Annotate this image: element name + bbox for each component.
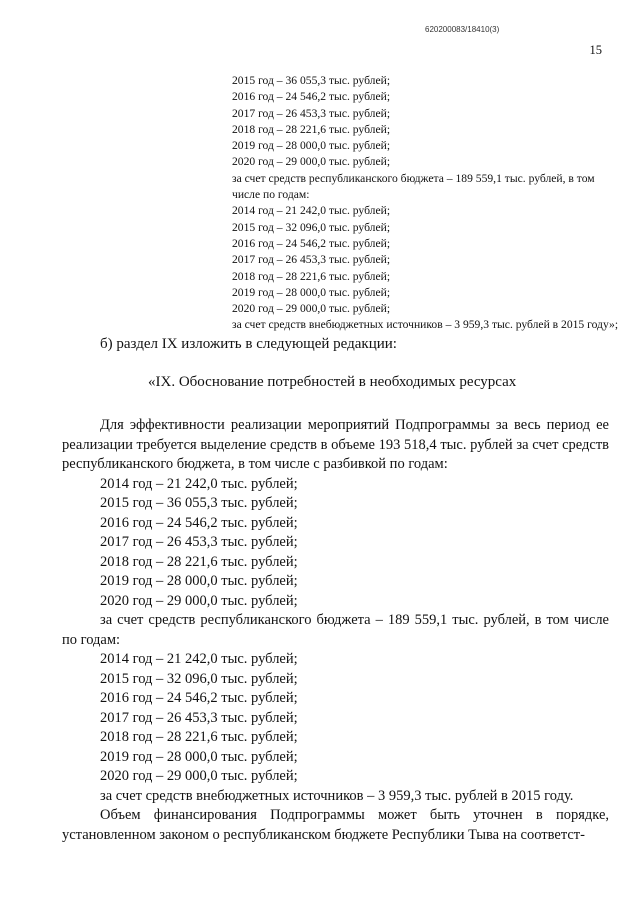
closing-paragraph: Объем финансирования Подпрограммы может быть уточнен в порядке, установленном законом о республиканском бюджете Республики Тыва на соответст-	[62, 807, 609, 843]
extrabudget-line: за счет средств внебюджетных источников – 3 959,3 тыс. рублей в 2015 году»;	[232, 318, 619, 332]
list-item: 2014 год – 21 242,0 тыс. рублей;	[100, 475, 298, 492]
list-item: 2017 год – 26 453,3 тыс. рублей;	[100, 709, 298, 726]
section-title: «IX. Обоснование потребностей в необходимых ресурсах	[148, 374, 517, 390]
intro-paragraph: Для эффективности реализации мероприятий Подпрограммы за весь период ее реализации требуется выделение средств в объеме 193 518,4 тыс. рублей за счет средств республиканского бюджета, в том числе с разбивкой по годам:	[62, 417, 609, 472]
page-number: 15	[589, 43, 602, 57]
list-item: 2018 год – 28 221,6 тыс. рублей;	[100, 729, 298, 745]
list-item: 2017 год – 26 453,3 тыс. рублей;	[100, 534, 298, 550]
list-item: 2017 год – 26 453,3 тыс. рублей;	[232, 106, 391, 120]
budget-line: за счет средств республиканского бюджета – 189 559,1 тыс. рублей, в том числе по годам:	[62, 612, 609, 648]
budget-line: за счет средств республиканского бюджета – 189 559,1 тыс. рублей, в том числе по годам:	[232, 171, 595, 202]
list-item: 2018 год – 28 221,6 тыс. рублей;	[232, 122, 391, 136]
list-item: 2020 год – 29 000,0 тыс. рублей;	[100, 592, 298, 609]
list-item: 2016 год – 24 546,2 тыс. рублей;	[100, 514, 298, 531]
list-item: 2019 год – 28 000,0 тыс. рублей;	[232, 139, 391, 153]
extrabudget-line: за счет средств внебюджетных источников – 3 959,3 тыс. рублей в 2015 году.	[100, 787, 574, 804]
list-item: 2019 год – 28 000,0 тыс. рублей;	[232, 285, 391, 299]
amendment-paragraph: б) раздел IX изложить в следующей редакции:	[100, 336, 397, 352]
list-item: 2015 год – 36 055,3 тыс. рублей;	[232, 74, 391, 87]
section-body	[62, 416, 609, 845]
list-item: 2016 год – 24 546,2 тыс. рублей;	[232, 236, 391, 250]
list-item: 2016 год – 24 546,2 тыс. рублей;	[100, 690, 298, 706]
list-item: 2018 год – 28 221,6 тыс. рублей;	[100, 553, 298, 570]
list-item: 2020 год – 29 000,0 тыс. рублей;	[232, 155, 391, 169]
list-item: 2017 год – 26 453,3 тыс. рублей;	[232, 253, 391, 267]
list-item: 2019 год – 28 000,0 тыс. рублей;	[100, 748, 298, 765]
list-item: 2014 год – 21 242,0 тыс. рублей;	[232, 204, 391, 218]
list-item: 2020 год – 29 000,0 тыс. рублей;	[100, 768, 298, 784]
list-item: 2020 год – 29 000,0 тыс. рублей;	[232, 302, 391, 316]
list-item: 2016 год – 24 546,2 тыс. рублей;	[232, 90, 391, 104]
list-item: 2019 год – 28 000,0 тыс. рублей;	[100, 573, 298, 589]
list-item: 2014 год – 21 242,0 тыс. рублей;	[100, 651, 298, 667]
document-code: 620200083/18410(3)	[425, 25, 500, 34]
list-item: 2018 год – 28 221,6 тыс. рублей;	[232, 269, 391, 283]
funding-list-previous	[232, 73, 624, 334]
list-item: 2015 год – 36 055,3 тыс. рублей;	[100, 495, 298, 511]
list-item: 2015 год – 32 096,0 тыс. рублей;	[232, 220, 391, 234]
list-item: 2015 год – 32 096,0 тыс. рублей;	[100, 670, 298, 687]
